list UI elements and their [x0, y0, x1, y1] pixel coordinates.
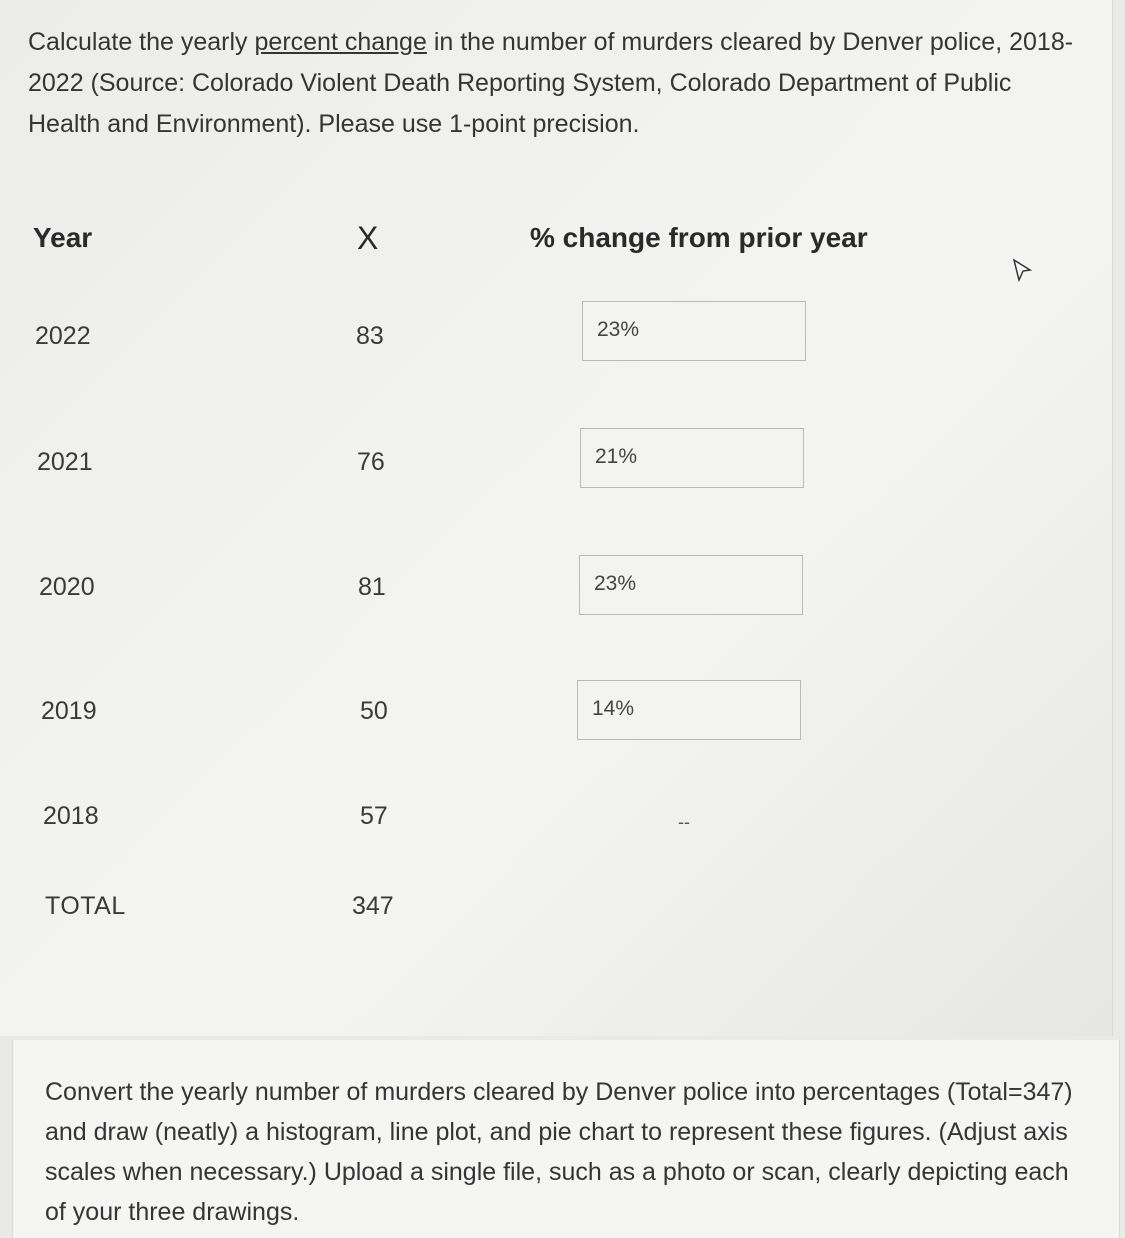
- table-row-total: [0, 892, 1112, 932]
- row-year: 2020: [39, 573, 95, 601]
- row-year: 2021: [37, 448, 93, 476]
- column-header-percent-change: % change from prior year: [530, 222, 868, 253]
- row-x-value: 50: [360, 697, 388, 725]
- row-x-value: 76: [357, 448, 385, 476]
- answer-input-2021[interactable]: 21%: [580, 428, 804, 488]
- table-row: [0, 448, 1112, 488]
- no-prior-year-placeholder: --: [678, 812, 690, 832]
- column-header-x: X: [357, 220, 379, 256]
- row-x-value: 81: [358, 573, 386, 601]
- table-row: [0, 697, 1112, 737]
- row-x-value: 83: [356, 322, 384, 350]
- column-header-year: Year: [33, 222, 93, 253]
- question-prompt: Calculate the yearly percent change in the number of murders cleared by Denver police, 2018-2022 (Source: Colorado Violent Death Reporting System, Colorado Department of Public Health and Environment). Please use 1-point precision.: [28, 28, 1074, 138]
- table-row: [0, 573, 1112, 613]
- table-row: [0, 322, 1112, 362]
- table-row: [0, 802, 1112, 842]
- row-year: 2018: [43, 802, 99, 830]
- answer-input-2022[interactable]: 23%: [582, 301, 806, 361]
- total-label: TOTAL: [45, 892, 126, 920]
- question-card-charts: [12, 1040, 1120, 1238]
- underlined-term: percent change: [254, 28, 427, 56]
- row-x-value: 57: [360, 802, 388, 830]
- row-year: 2019: [41, 697, 97, 725]
- total-value: 347: [352, 892, 394, 920]
- mouse-cursor-icon: [1010, 258, 1032, 282]
- answer-input-2019[interactable]: 14%: [577, 680, 801, 740]
- answer-input-2020[interactable]: 23%: [579, 555, 803, 615]
- row-year: 2022: [35, 322, 91, 350]
- question-prompt-charts: Convert the yearly number of murders cleared by Denver police into percentages (Total=347) and draw (neatly) a histogram, line plot, and pie chart to represent these figures. (Adjust axis scales when necessary.) Upload a single file, such as a photo or scan, clearly depicting each of your three drawings.: [45, 1078, 1073, 1226]
